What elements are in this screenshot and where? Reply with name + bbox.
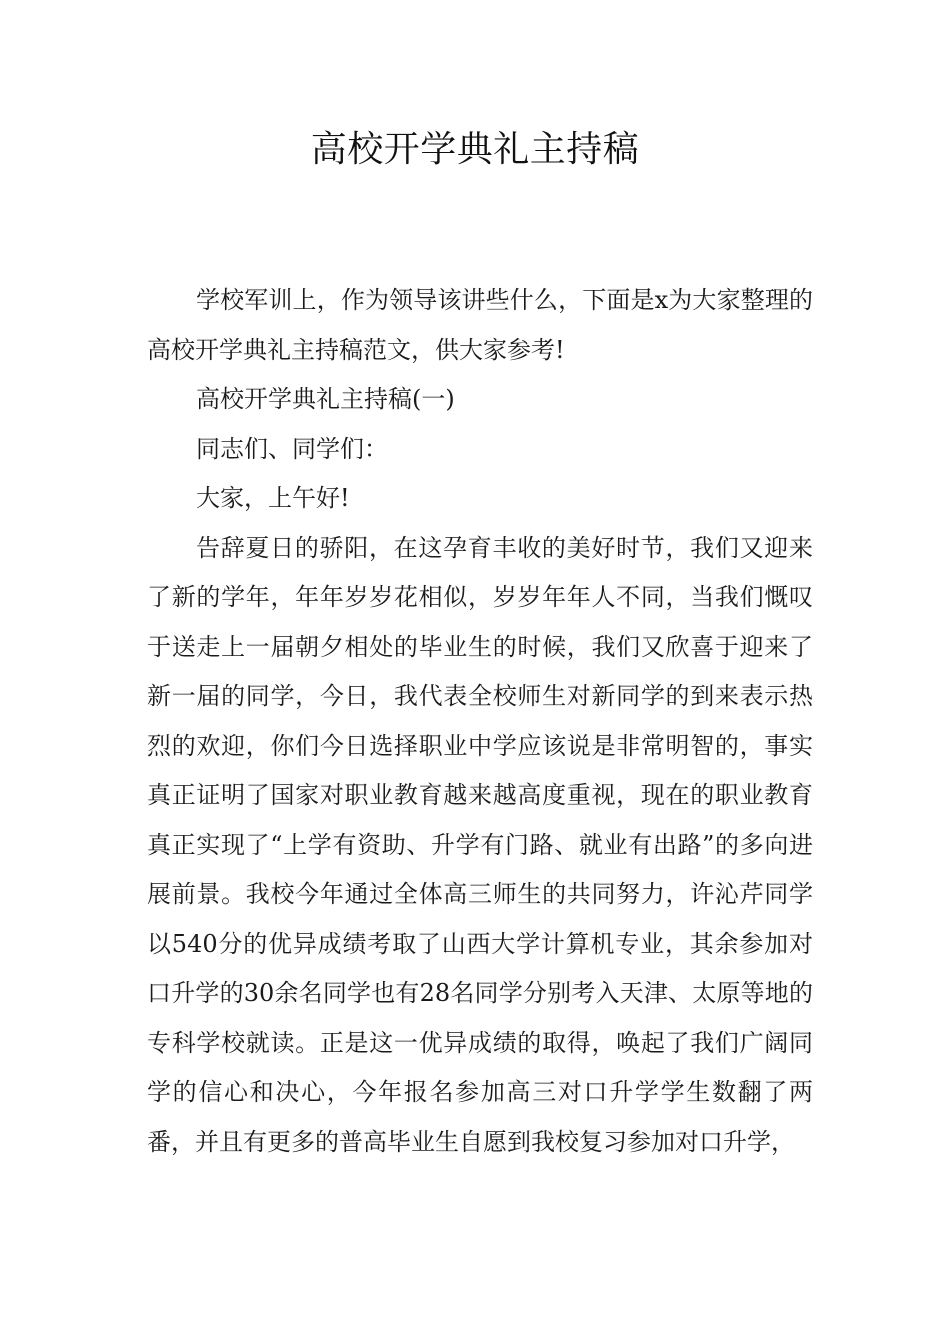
- greeting-paragraph: 大家，上午好!: [196, 484, 350, 512]
- document-title: 高校开学典礼主持稿: [310, 129, 640, 170]
- document-body: [147, 276, 813, 1167]
- section-heading: 高校开学典礼主持稿(一): [196, 385, 455, 413]
- intro-paragraph: 学校军训上，作为领导该讲些什么，下面是x为大家整理的高校开学典礼主持稿范文，供大家参考!: [147, 286, 813, 364]
- salutation-paragraph: 同志们、同学们：: [196, 434, 388, 463]
- speech-paragraph: 告辞夏日的骄阳，在这孕育丰收的美好时节，我们又迎来了新的学年，年年岁岁花相似，岁岁年年人不同，当我们慨叹于送走上一届朝夕相处的毕业生的时候，我们又欣喜于迎来了新一届的同学，今日，我代表全校师生对新同学的到来表示热烈的欢迎，你们今日选择职业中学应该说是非常明智的，事实真正证明了国家对职业教育越来越高度重视，现在的职业教育真正实现了“上学有资助、升学有门路、就业有出路”的多向进展前景。我校今年通过全体高三师生的共同努力，许沁芹同学以540分的优异成绩考取了山西大学计算机专业，其余参加对口升学的30余名同学也有28名同学分别考入天津、太原等地的专科学校就读。正是这一优异成绩的取得，唤起了我们广阔同学的信心和决心，今年报名参加高三对口升学学生数翻了两番，并且有更多的普高毕业生自愿到我校复习参加对口升学，: [147, 533, 813, 1156]
